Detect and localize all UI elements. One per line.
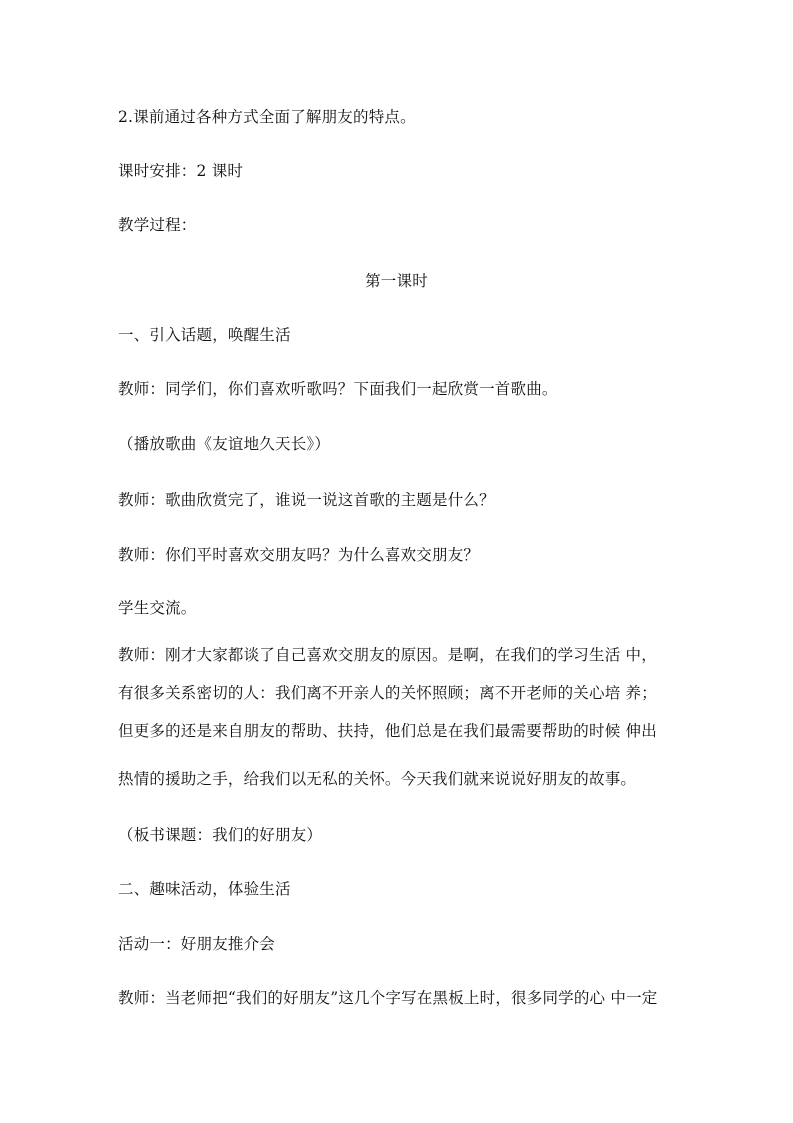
paragraph: 有很多关系密切的人：我们离不开亲人的关怀照顾；离不开老师的关心培 养； <box>118 684 657 702</box>
paragraph: 教师：当老师把“我们的好朋友”这几个字写在黑板上时，很多同学的心 中一定 <box>118 989 658 1007</box>
activity-heading: 活动一：好朋友推介会 <box>118 935 276 953</box>
paragraph: 学生交流。 <box>118 599 197 617</box>
blackboard-note: （板书课题：我们的好朋友） <box>118 826 323 844</box>
section-heading-1: 一、引入话题，唤醒生活 <box>118 326 291 344</box>
teaching-process-heading: 教学过程： <box>118 216 197 234</box>
lesson-title: 第一课时 <box>365 272 428 290</box>
paragraph: 但更多的还是来自朋友的帮助、扶持，他们总是在我们最需要帮助的时候 伸出 <box>118 722 657 740</box>
prep-item-2: 2.课前通过各种方式全面了解朋友的特点。 <box>118 108 416 126</box>
class-schedule: 课时安排：2 课时 <box>118 162 244 180</box>
stage-direction: （播放歌曲《友谊地久天长》） <box>118 435 331 453</box>
paragraph: 热情的援助之手，给我们以无私的关怀。今天我们就来说说好朋友的故事。 <box>118 770 637 788</box>
paragraph: 教师：你们平时喜欢交朋友吗？为什么喜欢交朋友？ <box>118 546 480 564</box>
paragraph: 教师：刚才大家都谈了自己喜欢交朋友的原因。是啊，在我们的学习生活 中， <box>118 646 657 664</box>
paragraph: 教师：歌曲欣赏完了，谁说一说这首歌的主题是什么？ <box>118 491 495 509</box>
section-heading-2: 二、趣味活动，体验生活 <box>118 880 291 898</box>
paragraph: 教师：同学们，你们喜欢听歌吗？下面我们一起欣赏一首歌曲。 <box>118 380 558 398</box>
